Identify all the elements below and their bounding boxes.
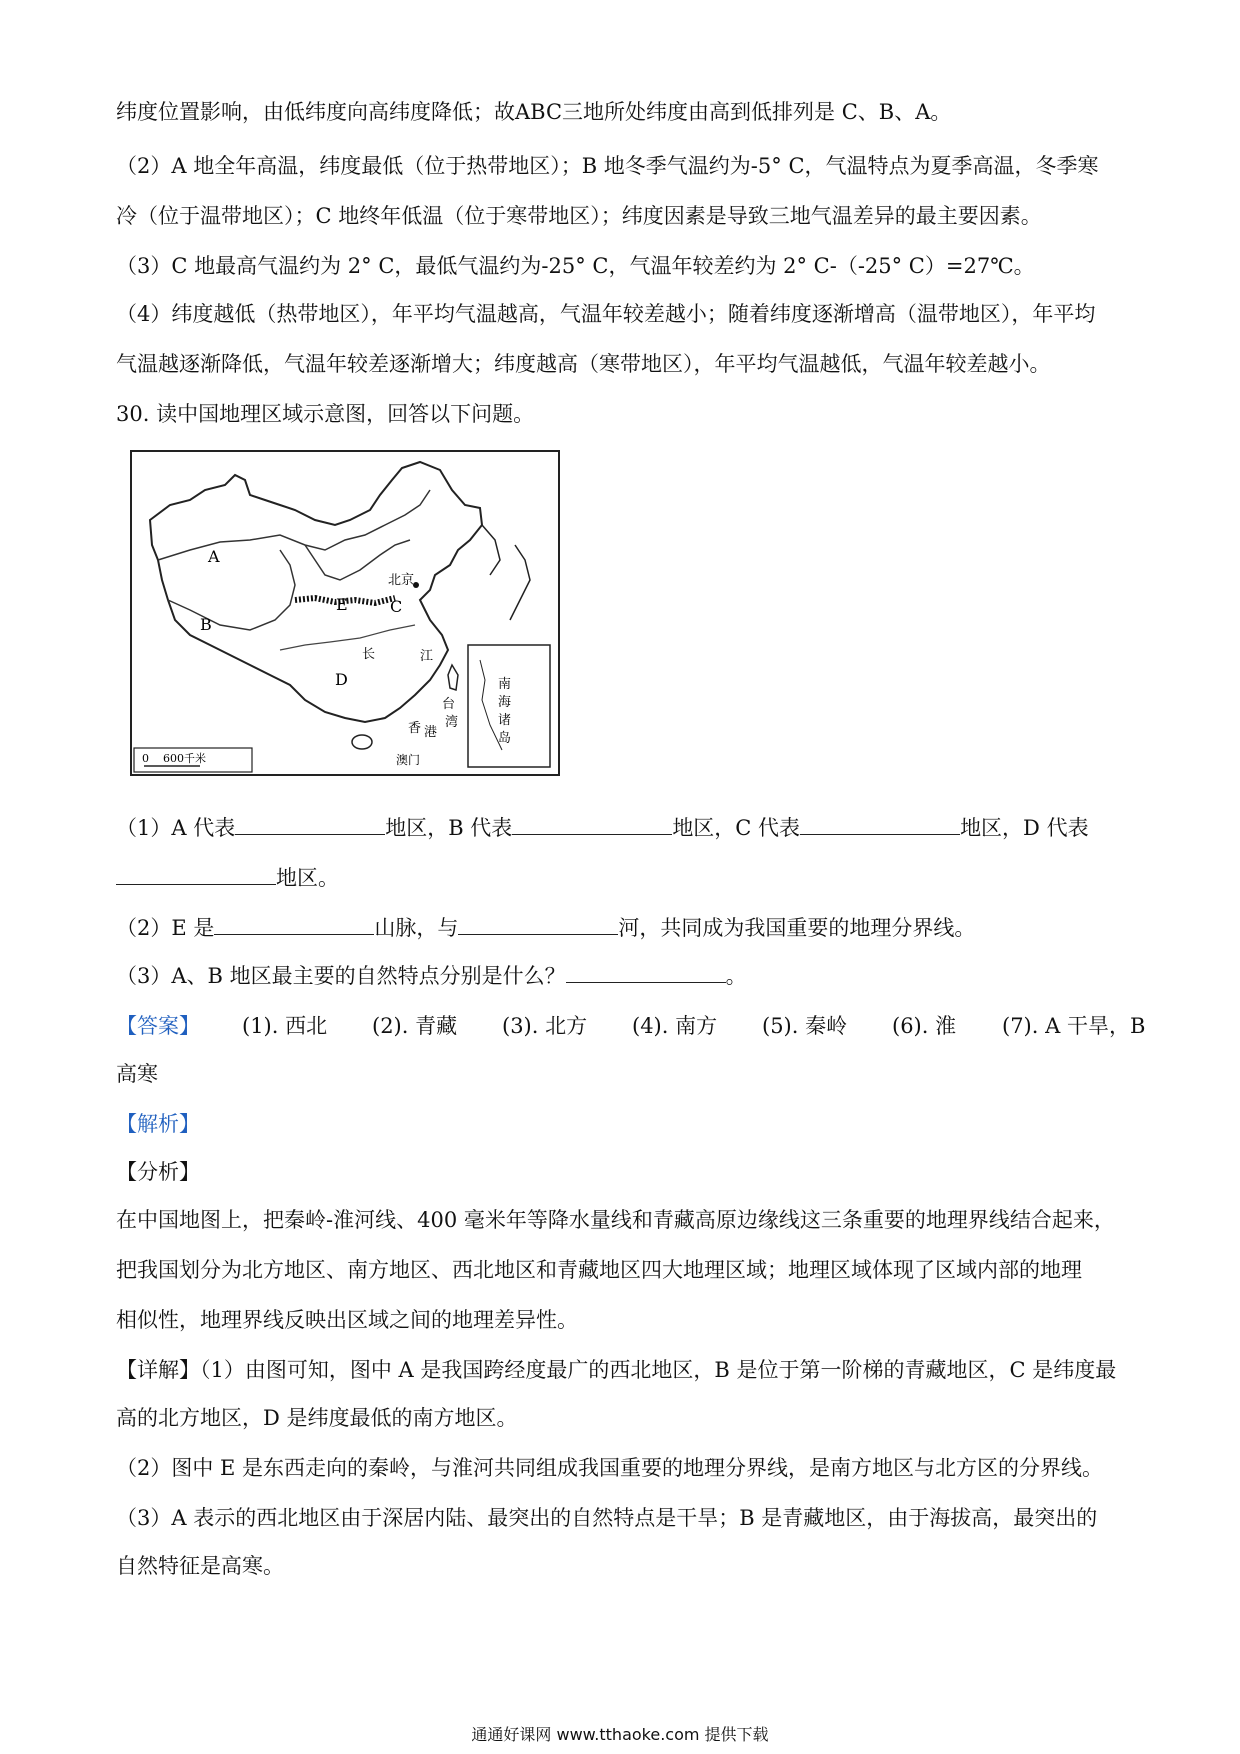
answer-item: (6). 淮 [892, 1014, 957, 1038]
blank-features [566, 962, 726, 983]
label-jiang: 江 [420, 649, 434, 664]
blank-b [512, 814, 672, 835]
label-aomen: 澳门 [396, 753, 421, 767]
q2-text-2: 河，共同成为我国重要的地理分界线。 [618, 916, 976, 940]
detail-line: （3）A 表示的西北地区由于深居内陆、最突出的自然特点是干旱；B 是青藏地区，由于海拔高，最突出的 [116, 1506, 1098, 1530]
label-c: C [390, 597, 403, 616]
question-30-title: 30. 读中国地理区域示意图，回答以下问题。 [116, 402, 535, 426]
q3-prefix: （3）A、B 地区最主要的自然特点分别是什么？ [116, 964, 566, 988]
blank-c [800, 814, 960, 835]
answer-item: (3). 北方 [502, 1014, 588, 1038]
answer-label: 【答案】 [116, 1014, 200, 1038]
answer-item: (5). 秦岭 [762, 1014, 848, 1038]
detail-text: （1）由图可知，图中 A 是我国跨经度最广的西北地区，B 是位于第一阶梯的青藏地区，C 是纬度最 [200, 1358, 1117, 1382]
label-xiang: 香 [408, 721, 422, 736]
label-gang: 港 [424, 725, 438, 740]
paragraph-line: （3）C 地最高气温约为 2° C，最低气温约为-25° C，气温年较差约为 2° C-（-25° C）=27℃。 [116, 254, 1035, 278]
label-a: A [208, 547, 220, 566]
label-dao: 岛 [498, 731, 512, 746]
question-1-line-2 [116, 864, 1136, 892]
china-regions-map [130, 450, 560, 776]
q2-prefix: （2）E 是 [116, 916, 215, 940]
label-e: E [336, 595, 348, 614]
label-nan: 南 [498, 677, 512, 692]
map-svg [130, 450, 560, 776]
analysis-line: 把我国划分为北方地区、南方地区、西北地区和青藏地区四大地理区域；地理区域体现了区域内部的地理 [116, 1258, 1082, 1282]
q2-text-1: 山脉，与 [374, 916, 459, 940]
q1-text-2: 地区，C 代表 [672, 816, 801, 840]
question-3-line [116, 962, 1136, 990]
detail-line: （2）图中 E 是东西走向的秦岭，与淮河共同组成我国重要的地理分界线，是南方地区与北方区的分界线。 [116, 1456, 1104, 1480]
detail-line: 自然特征是高寒。 [116, 1554, 284, 1578]
q1-text-3: 地区，D 代表 [960, 816, 1089, 840]
question-1-line [116, 814, 1136, 842]
answer-continuation: 高寒 [116, 1062, 158, 1086]
analysis-label: 【解析】 [116, 1112, 200, 1136]
label-tai: 台 [442, 697, 456, 712]
label-hai: 海 [498, 695, 512, 710]
detail-label: 【详解】 [116, 1358, 200, 1382]
blank-river [458, 914, 618, 935]
detail-line: 高的北方地区，D 是纬度最低的南方地区。 [116, 1406, 518, 1430]
blank-e [214, 914, 374, 935]
q1-prefix: （1）A 代表 [116, 816, 236, 840]
label-chang: 长 [362, 647, 376, 662]
label-beijing: 北京 [388, 573, 415, 588]
paragraph-line: （4）纬度越低（热带地区），年平均气温越高，气温年较差越小；随着纬度逐渐增高（温带地区），年平均 [116, 302, 1096, 326]
question-2-line [116, 914, 1136, 942]
label-wan: 湾 [445, 715, 459, 730]
answer-item: (4). 南方 [632, 1014, 718, 1038]
paragraph-line: 纬度位置影响，由低纬度向高纬度降低；故ABC三地所处纬度由高到低排列是 C、B、A。 [116, 100, 952, 124]
label-d: D [335, 670, 348, 689]
analysis-line: 相似性，地理界线反映出区域之间的地理差异性。 [116, 1308, 578, 1332]
q1-text-1: 地区，B 代表 [385, 816, 513, 840]
detail-line-1 [116, 1356, 1136, 1384]
paragraph-line: 气温越逐渐降低，气温年较差逐渐增大；纬度越高（寒带地区），年平均气温越低，气温年较差越小。 [116, 352, 1051, 376]
answer-item: (1). 西北 [242, 1014, 328, 1038]
paragraph-line: （2）A 地全年高温，纬度最低（位于热带地区）；B 地冬季气温约为-5° C，气温特点为夏季高温，冬季寒 [116, 154, 1099, 178]
blank-d [116, 864, 276, 885]
label-zhu: 诸 [498, 713, 512, 728]
scale-label: 0 600千米 [142, 752, 206, 765]
page-footer: 通通好课网 www.tthaoke.com 提供下载 [471, 1725, 769, 1744]
q3-end: 。 [725, 964, 747, 988]
fenxi-label: 【分析】 [116, 1160, 200, 1184]
analysis-line: 在中国地图上，把秦岭-淮河线、400 毫米年等降水量线和青藏高原边缘线这三条重要的地理界线结合起来， [116, 1208, 1115, 1232]
paragraph-line: 冷（位于温带地区）；C 地终年低温（位于寒带地区）；纬度因素是导致三地气温差异的最主要因素。 [116, 204, 1042, 228]
q1-end: 地区。 [276, 866, 339, 890]
answer-item: (7). A 干旱，B [1002, 1014, 1146, 1038]
answer-item: (2). 青藏 [372, 1014, 458, 1038]
label-b: B [200, 615, 212, 634]
blank-a [235, 814, 385, 835]
